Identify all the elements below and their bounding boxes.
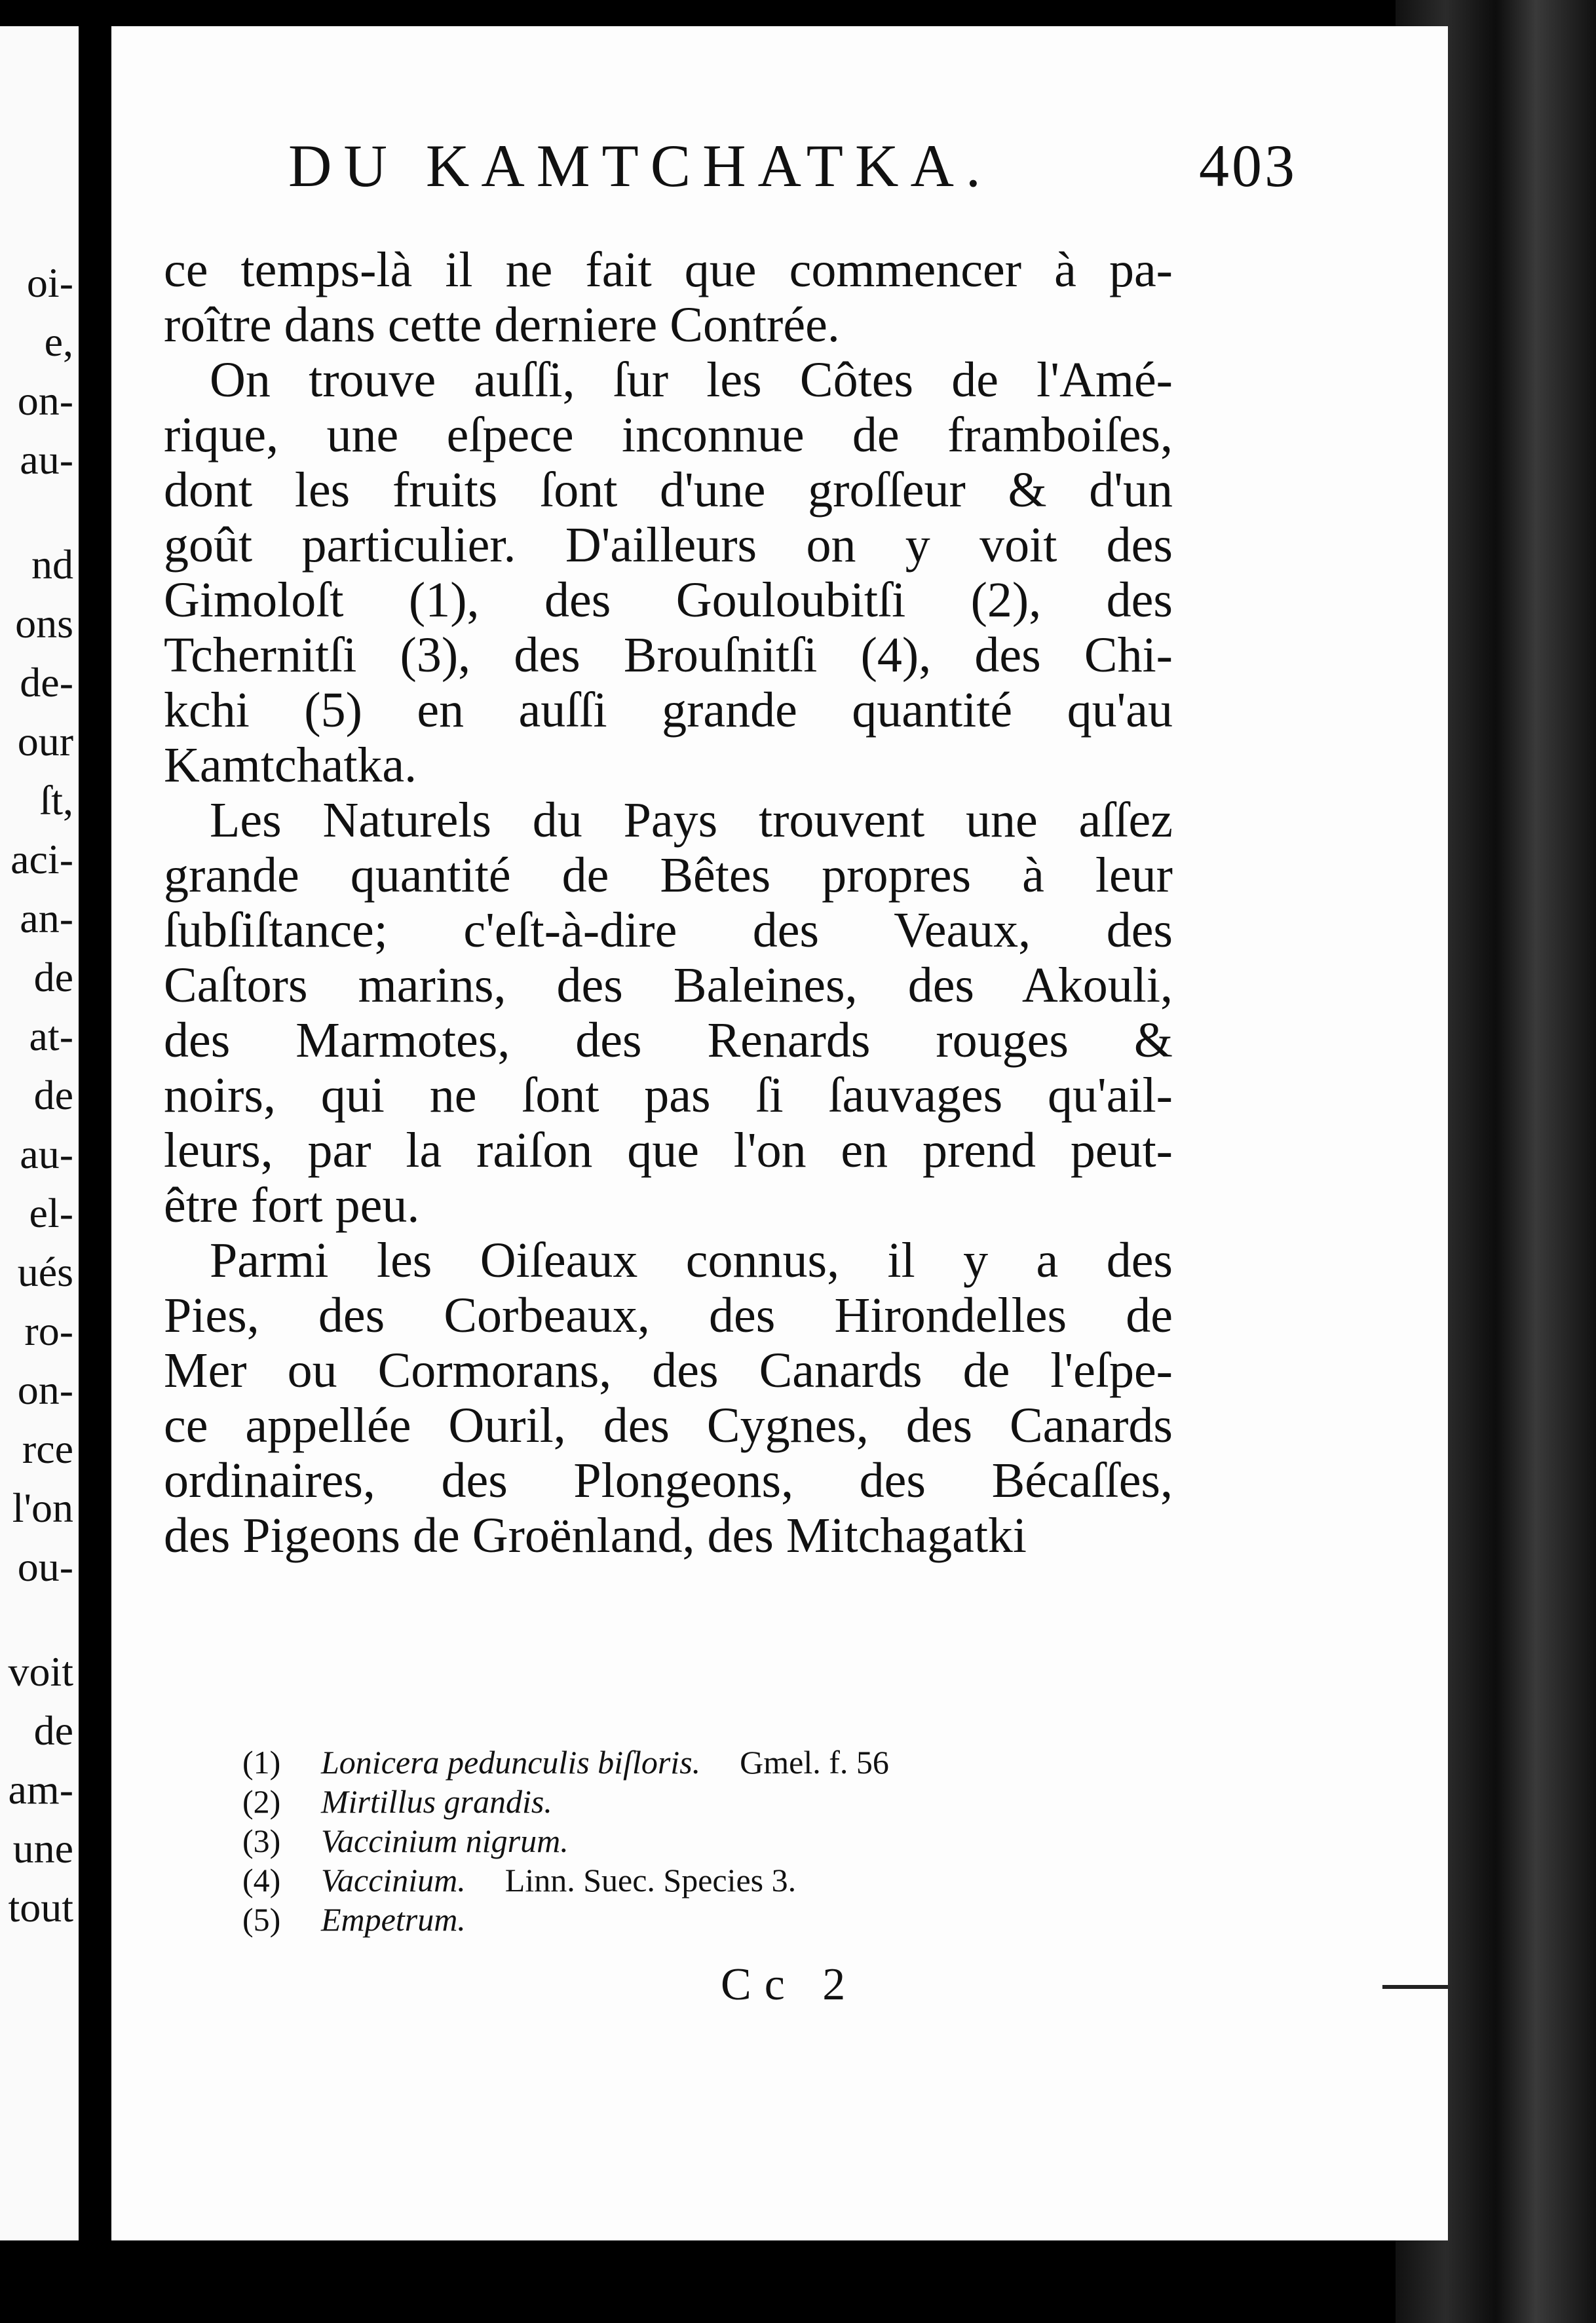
text-line: rique, une eſpece inconnue de framboiſes, [164,407,1173,463]
footnotes [242,1743,1094,1939]
left-page-fragment: oi- [26,259,73,306]
footnote-text: Vaccinium. [321,1862,466,1898]
running-header [288,131,1297,203]
footnote [242,1782,1094,1821]
text-line: Parmi les Oiſeaux connus, il y a des [210,1233,1173,1288]
left-page-fragment: tout [8,1884,73,1931]
text-line: kchi (5) en auſſi grande quantité qu'au [164,683,1173,738]
text-line: Mer ou Cormorans, des Canards de l'eſpe- [164,1343,1173,1398]
left-page-fragment: nd [31,541,73,588]
footnote-text: Empetrum. [321,1901,466,1938]
text-line: roître dans cette derniere Contrée. [164,297,840,352]
text-line: ſubſiſtance; c'eſt-à-dire des Veaux, des [164,903,1173,958]
text-line: être fort peu. [164,1178,420,1233]
text-line: grande quantité de Bêtes propres à leur [164,848,1173,903]
left-page-fragment: ons [15,600,73,647]
text-line: Tchernitſi (3), des Brouſnitſi (4), des Chi- [164,628,1173,683]
left-page-fragment: ſt, [39,777,73,823]
text-line: Kamtchatka. [164,738,417,793]
left-page-fragment: ués [17,1249,73,1295]
text-line: Pies, des Corbeaux, des Hirondelles de [164,1288,1173,1343]
left-page-fragment: rce [22,1426,73,1472]
footnote-number: (5) [242,1901,281,1938]
left-page-fragment: on- [17,1367,73,1413]
text-line: des Marmotes, des Renards rouges & [164,1013,1173,1068]
left-page-fragment: de [33,1072,73,1118]
left-page-fragment: ou- [17,1543,73,1590]
footnote [242,1860,1094,1900]
text-line: ce appellée Ouril, des Cygnes, des Canards [164,1398,1173,1453]
page-number: 403 [1199,132,1297,199]
footnote-number: (1) [242,1744,281,1781]
text-line: Les Naturels du Pays trouvent une aſſez [210,793,1173,848]
left-page-fragment: on- [17,377,73,424]
text-line: Caſtors marins, des Baleines, des Akouli, [164,958,1173,1013]
left-page-fragment: de [33,954,73,1000]
footnote-reference: Gmel. f. 56 [740,1744,889,1781]
left-page-fragment: our [17,718,73,765]
footnote [242,1821,1094,1860]
left-page-fragment: une [12,1825,73,1872]
footnote [242,1743,1094,1782]
left-page-fragment: au- [20,436,73,483]
text-line: dont les fruits ſont d'une groſſeur & d'un [164,463,1173,518]
left-page-edge [0,26,79,2240]
text-line: des Pigeons de Groënland, des Mitchagatki [164,1508,1027,1563]
signature-mark: Cc 2 [721,1959,859,2010]
footnote-text: Vaccinium nigrum. [321,1823,569,1859]
body-text [164,242,1173,1563]
left-page-fragment: ro- [24,1308,73,1354]
left-page-fragment: am- [8,1766,73,1813]
left-page-fragment: el- [29,1190,73,1236]
left-page-fragment: au- [20,1131,73,1177]
text-line: Gimoloſt (1), des Gouloubitſi (2), des [164,573,1173,628]
footnote-reference: Linn. Suec. Species 3. [504,1862,797,1898]
left-page-fragment: voit [8,1648,73,1695]
text-line: ce temps-là il ne fait que commencer à pa- [164,242,1173,297]
left-page-fragment: l'on [12,1484,73,1531]
left-page-fragment: de- [20,659,73,706]
footnote-number: (2) [242,1783,281,1820]
left-page-fragment: at- [29,1013,73,1059]
margin-mark [1382,1985,1448,1989]
footnote-text: Mirtillus grandis. [321,1783,552,1820]
text-line: leurs, par la raiſon que l'on en prend peut- [164,1123,1173,1178]
footnote-number: (4) [242,1862,281,1898]
text-line: ordinaires, des Plongeons, des Bécaſſes, [164,1453,1173,1508]
left-page-fragment: aci- [10,836,73,882]
text-line: On trouve auſſi, ſur les Côtes de l'Amé- [210,352,1173,407]
text-line: noirs, qui ne ſont pas ſi ſauvages qu'ail- [164,1068,1173,1123]
left-page-fragment: e, [44,318,73,365]
footnote-number: (3) [242,1823,281,1859]
left-page-fragment: an- [20,895,73,941]
text-line: goût particulier. D'ailleurs on y voit des [164,518,1173,573]
left-page-fragment: de [33,1707,73,1754]
running-title: DU KAMTCHATKA. [288,132,993,199]
footnote-text: Lonicera pedunculis biſloris. [321,1744,701,1781]
footnote [242,1900,1094,1939]
book-page [111,26,1448,2240]
